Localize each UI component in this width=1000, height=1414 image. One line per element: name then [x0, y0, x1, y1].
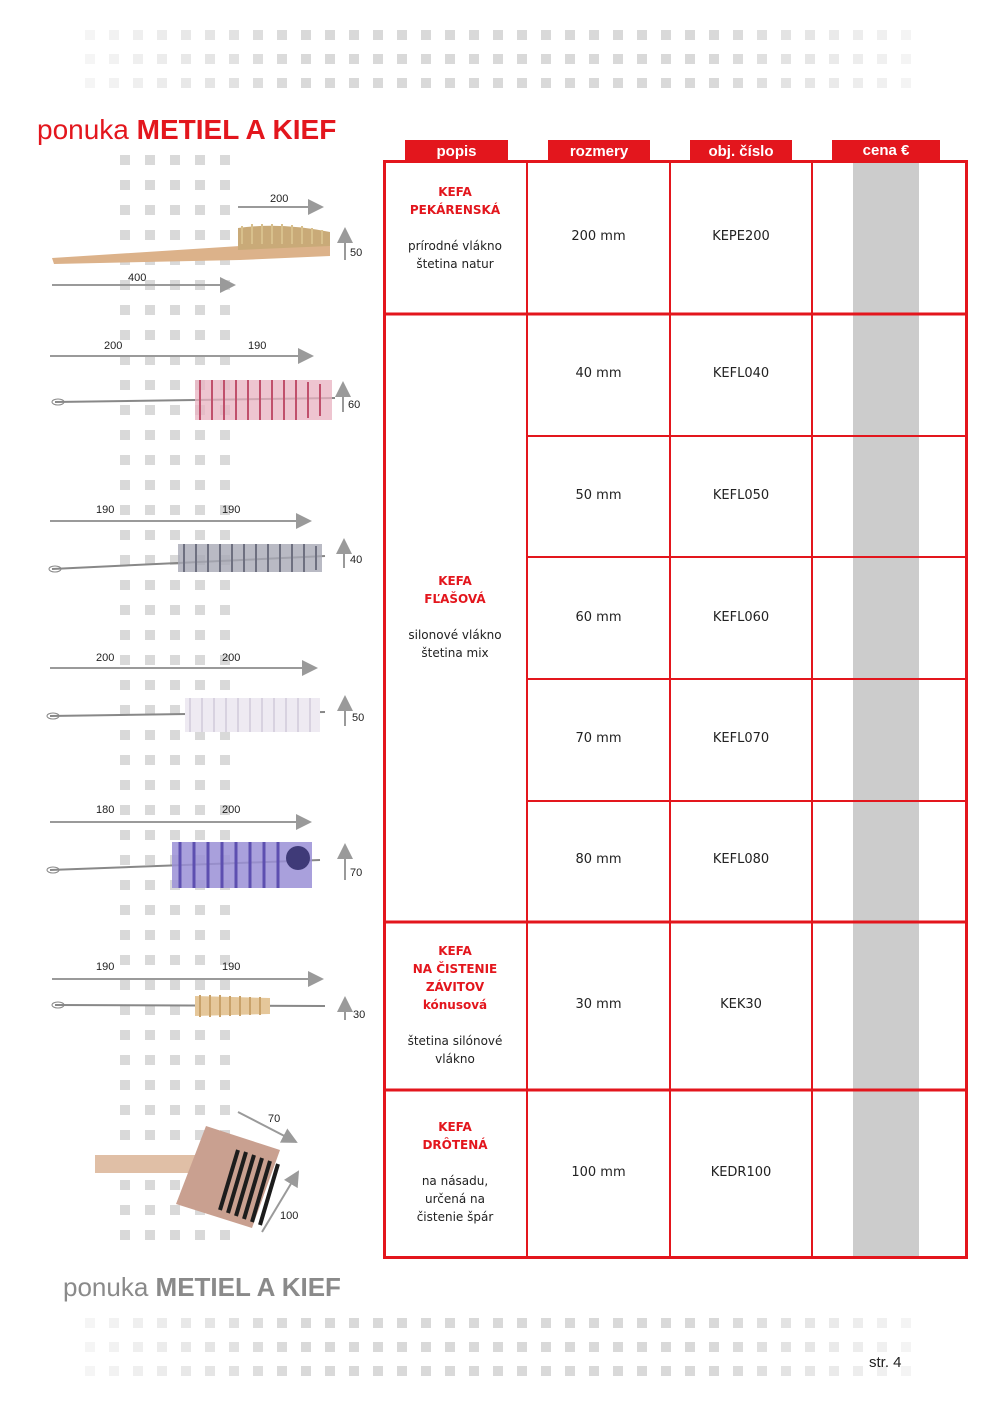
code-cell: KEK30 — [720, 997, 762, 1012]
group-name-line: FĽAŠOVÁ — [424, 592, 486, 606]
bottle-brush-40-image — [49, 521, 344, 572]
group-desc-line: na násadu, — [421, 1174, 489, 1188]
code-cell: KEFL040 — [712, 366, 770, 381]
group-name-line: ZÁVITOV — [425, 980, 485, 994]
size-cell: 80 mm — [575, 852, 622, 867]
code-cell: KEFL070 — [712, 731, 770, 746]
group-name-line: KEFA — [438, 574, 472, 588]
dimension-label: 190 — [96, 961, 115, 973]
code-cell: KEFL080 — [712, 852, 770, 867]
product-table — [383, 160, 968, 1259]
dimension-label: 190 — [96, 504, 115, 516]
size-cell: 60 mm — [575, 610, 622, 625]
dimension-label: 190 — [222, 504, 241, 516]
dimension-label: 30 — [353, 1009, 366, 1021]
dimension-label: 50 — [350, 247, 363, 259]
dimension-label: 190 — [248, 340, 267, 352]
group-description-bottle — [383, 572, 527, 662]
code-cell: KEFL060 — [712, 610, 770, 625]
group-description-bakery — [383, 183, 527, 273]
dot-pattern-bottom — [85, 1318, 915, 1388]
group-desc-line: štetina silónové — [407, 1034, 503, 1048]
group-desc-line: prírodné vlákno — [407, 239, 502, 253]
footer-title — [63, 1272, 341, 1303]
bottle-brush-60-image — [50, 356, 343, 420]
group-description-wire — [383, 1118, 527, 1226]
dimension-label: 180 — [96, 804, 115, 816]
dimension-label: 50 — [352, 712, 365, 724]
size-cell: 200 mm — [571, 229, 626, 244]
group-desc-line: určená na — [425, 1192, 485, 1206]
code-cell: KEPE200 — [712, 229, 770, 244]
thread-brush-image — [52, 979, 345, 1020]
size-cell: 50 mm — [575, 488, 622, 503]
group-desc-line: štetina natur — [416, 257, 494, 271]
group-desc-line: silonové vlákno — [408, 628, 502, 642]
code-cell: KEDR100 — [710, 1165, 772, 1180]
bottle-brush-50-image — [47, 668, 345, 732]
group-name-line: DRÔTENÁ — [422, 1138, 488, 1152]
group-description-thread — [383, 942, 527, 1068]
size-cell: 100 mm — [571, 1165, 626, 1180]
group-name-line: NA ČISTENIE — [412, 962, 498, 976]
product-illustrations — [0, 0, 380, 1270]
dimension-label: 200 — [222, 804, 241, 816]
group-desc-line: vlákno — [435, 1052, 475, 1066]
dimension-label: 200 — [104, 340, 123, 352]
group-name-line: KEFA — [438, 1120, 472, 1134]
dimension-label: 190 — [222, 961, 241, 973]
column-header-obj-cislo: obj. číslo — [690, 140, 792, 162]
dimension-label: 70 — [350, 867, 363, 879]
footer-title-prefix: ponuka — [63, 1272, 149, 1302]
column-header-popis: popis — [405, 140, 508, 162]
wire-brush-image — [95, 1112, 298, 1232]
group-desc-line: štetina mix — [421, 646, 489, 660]
group-name-line: KEFA — [438, 185, 472, 199]
dimension-label: 70 — [268, 1113, 281, 1125]
size-cell: 70 mm — [575, 731, 622, 746]
group-name-line: KEFA — [438, 944, 472, 958]
dimension-label: 100 — [280, 1210, 299, 1222]
group-desc-line: čistenie špár — [416, 1210, 494, 1224]
dimension-label: 400 — [128, 272, 147, 284]
footer-title-main: METIEL A KIEF — [155, 1272, 341, 1302]
column-header-cena: cena € — [832, 140, 940, 162]
bakery-brush-image — [52, 207, 345, 285]
group-name-line: PEKÁRENSKÁ — [409, 203, 501, 217]
dimension-label: 200 — [96, 652, 115, 664]
dimension-label: 200 — [270, 193, 289, 205]
dimension-label: 200 — [222, 652, 241, 664]
table-grid-lines — [383, 160, 968, 1259]
title-prefix: ponuka — [37, 114, 129, 145]
column-header-rozmery: rozmery — [548, 140, 650, 162]
dimension-label: 60 — [348, 399, 361, 411]
size-cell: 30 mm — [575, 997, 622, 1012]
dimension-label: 40 — [350, 554, 363, 566]
code-cell: KEFL050 — [712, 488, 770, 503]
bottle-brush-70-image — [47, 822, 345, 888]
page-number: str. 4 — [869, 1354, 902, 1371]
size-cell: 40 mm — [575, 366, 622, 381]
title-main: METIEL A KIEF — [136, 114, 337, 145]
group-name-line: kónusová — [422, 998, 488, 1012]
